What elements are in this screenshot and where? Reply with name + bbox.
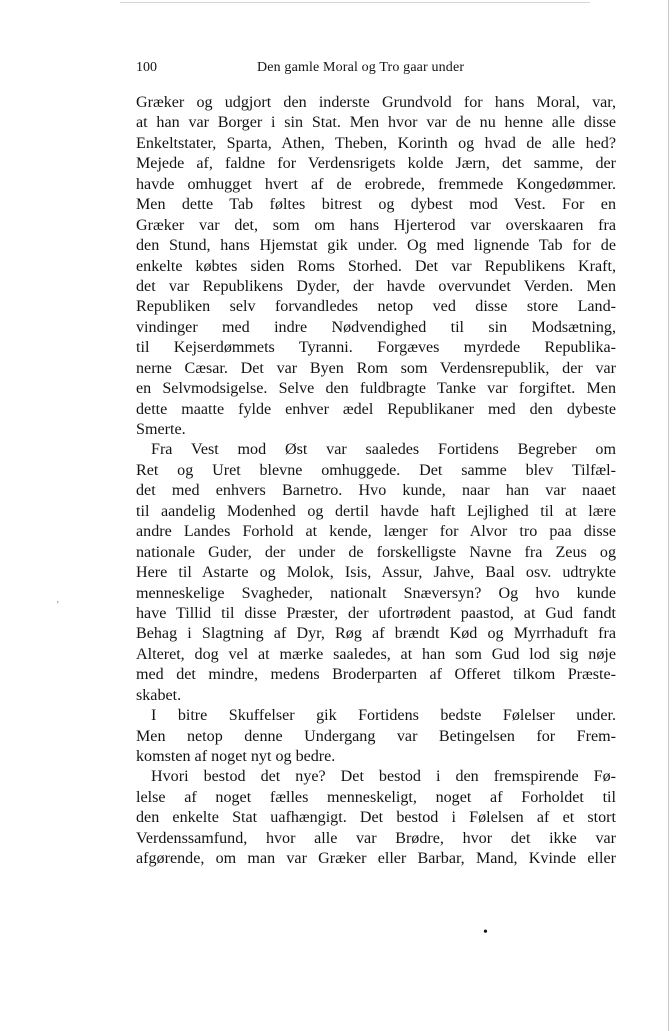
text-line: andre Landes Forhold at kende, længer for Alvor tro paa disse [136, 523, 616, 541]
text-line: det var Republikens Dyder, der havde overvundet Verden. Men [136, 277, 616, 295]
text-line: Here til Astarte og Molok, Isis, Assur, Jahve, Baal osv. udtrykte [136, 564, 616, 582]
text-line: Græker og udgjort den inderste Grundvold for hans Moral, var, [136, 94, 616, 111]
text-line: Men netop denne Undergang var Betingelsen for Frem- [136, 727, 616, 745]
text-line: nerne Cæsar. Det var Byen Rom som Verdensrepublik, der var [136, 359, 616, 377]
text-line: lelse af noget fælles menneskeligt, noget af Forholdet til [136, 788, 616, 806]
text-line: med det mindre, medens Broderparten af Offeret tilkom Præste- [136, 666, 616, 684]
page-number: 100 [136, 60, 157, 75]
body-text [136, 93, 616, 870]
text-line: vindinger med indre Nødvendighed til sin Modsætning, [136, 318, 616, 336]
text-line: have Tillid til disse Præster, der ufortrødent paastod, at Gud fandt [136, 604, 616, 622]
text-line: Behag i Slagtning af Dyr, Røg af brændt Kød og Myrrhaduft fra [136, 625, 616, 643]
text-line: Ret og Uret blevne omhuggede. Det samme blev Tilfæl- [136, 461, 616, 479]
text-line: nationale Guder, der under de forskelligste Navne fra Zeus og [136, 543, 616, 561]
scan-edge-right [668, 0, 669, 1031]
text-line: dette maatte fylde enhver ædel Republikaner med den dybeste [136, 400, 616, 418]
stray-mark: ʼ [56, 600, 60, 611]
text-line: Men dette Tab føltes bitrest og dybest mod Vest. For en [136, 196, 616, 214]
text-line: den enkelte Stat uafhængigt. Det bestod i Følelsen af et stort [136, 809, 616, 827]
text-line: Smerte. [136, 421, 186, 438]
text-line: Mejede af, faldne for Verdensrigets kolde Jærn, det samme, der [136, 155, 616, 173]
text-line: komsten af noget nyt og bedre. [136, 748, 336, 765]
text-line: til Kejserdømmets Tyranni. Forgæves myrdede Republika- [136, 339, 616, 357]
text-line: Hvori bestod det nye? Det bestod i den fremspirende Fø- [151, 768, 616, 786]
text-line: Alteret, dog vel at mærke saaledes, at han som Gud lod sig nøje [136, 645, 616, 663]
running-title: Den gamle Moral og Tro gaar under [257, 60, 465, 75]
text-line: Verdenssamfund, hvor alle var Brødre, hvor det ikke var [136, 829, 616, 847]
text-line: menneskelige Svagheder, nationalt Snæversyn? Og hvo kunde [136, 584, 616, 602]
text-line: Fra Vest mod Øst var saaledes Fortidens Begreber om [151, 441, 616, 459]
footer-bullet: • [483, 925, 488, 940]
text-line: skabet. [136, 686, 182, 704]
text-line: Græker var det, som om hans Hjerterod var overskaaren fra [136, 216, 616, 234]
text-line: den Stund, hans Hjemstat gik under. Og med lignende Tab for de [136, 237, 616, 255]
text-line: Enkeltstater, Sparta, Athen, Theben, Korinth og hvad de alle hed? [136, 134, 616, 152]
text-line: afgørende, om man var Græker eller Barbar, Mand, Kvinde eller [136, 850, 616, 868]
text-line: at han var Borger i sin Stat. Men hvor var de nu henne alle disse [136, 114, 616, 132]
text-line: en Selvmodsigelse. Selve den fuldbragte Tanke var forgiftet. Men [136, 380, 616, 398]
text-line: I bitre Skuffelser gik Fortidens bedste Følelser under. [151, 707, 616, 725]
text-line: Republiken selv forvandledes netop ved disse store Land- [136, 298, 616, 316]
text-line: det med enhvers Barnetro. Hvo kunde, naar han var naaet [136, 482, 616, 500]
page-header [136, 60, 616, 82]
text-line: til aandelig Modenhed og dertil havde haft Lejlighed til at lære [136, 502, 616, 520]
text-line: havde omhugget hvert af de erobrede, fremmede Kongedømmer. [136, 175, 616, 193]
scan-edge-top [120, 2, 590, 3]
text-line: enkelte købtes siden Roms Storhed. Det var Republikens Kraft, [136, 257, 616, 275]
